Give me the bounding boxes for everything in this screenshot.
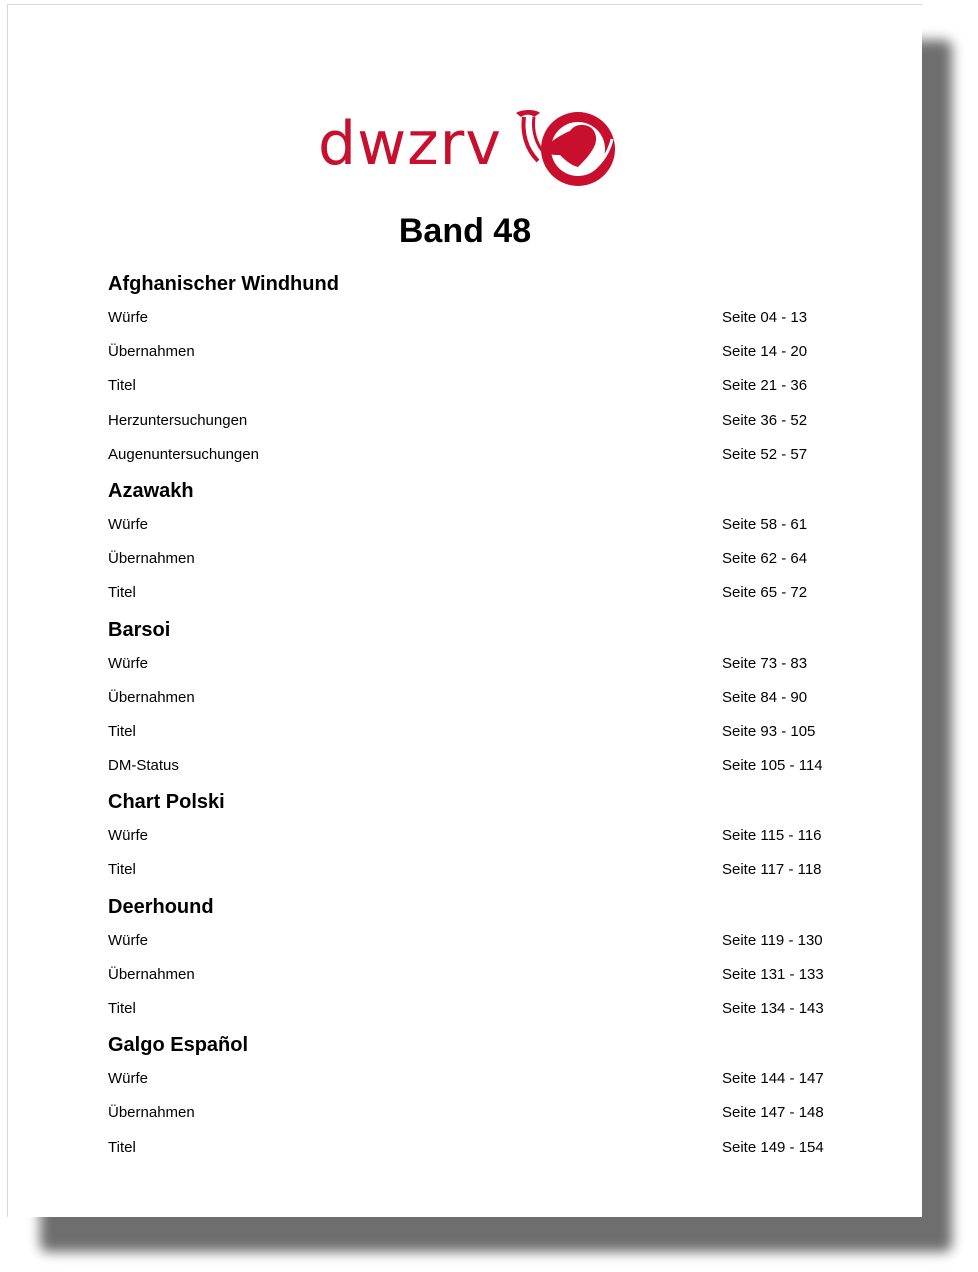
- toc-entry: [108, 369, 828, 403]
- toc-entry-label: Würfe: [108, 1070, 149, 1088]
- toc-entry-pages: Seite 134 - 143: [722, 1000, 824, 1017]
- toc-entry-label: DM-Status: [108, 757, 179, 775]
- toc-entry-label: Würfe: [108, 515, 149, 533]
- dwzrv-logo: [314, 103, 624, 193]
- toc-entry-pages: Seite 147 - 148: [722, 1104, 824, 1122]
- toc-entry: [108, 715, 828, 749]
- toc-entry-pages: Seite 58 - 61: [722, 515, 808, 533]
- toc-entry-pages: Seite 65 - 72: [722, 584, 808, 602]
- hunting-horn-greyhound-icon: [512, 105, 624, 191]
- toc-entry-pages: Seite 149 - 154: [722, 1138, 824, 1156]
- toc-entry-pages: Seite 36 - 52: [722, 411, 808, 429]
- toc-entry-pages: Seite 115 - 116: [722, 827, 822, 845]
- toc-entry-pages: Seite 117 - 118: [722, 861, 822, 879]
- toc-entry-label: Augenuntersuchungen: [108, 445, 259, 463]
- toc-entry-label: Würfe: [108, 931, 149, 949]
- section-heading: Chart Polski: [108, 791, 225, 814]
- toc-entry: [108, 438, 828, 472]
- toc-entry-label: Titel: [108, 1138, 136, 1156]
- toc-entry: [108, 576, 828, 610]
- toc-entry-pages: Seite 14 - 20: [722, 343, 808, 361]
- toc-entry-label: Titel: [108, 584, 136, 602]
- toc-entry: [108, 924, 828, 958]
- toc-entry-label: Übernahmen: [108, 550, 195, 568]
- toc-entry-pages: Seite 131 - 133: [722, 965, 824, 983]
- toc-entry: [108, 647, 828, 681]
- toc-entry-label: Titel: [108, 722, 136, 740]
- toc-entry-label: Würfe: [108, 654, 149, 672]
- section-heading: Deerhound: [108, 895, 214, 918]
- toc-entry-pages: Seite 93 - 105: [722, 722, 816, 740]
- toc-entry-pages: Seite 119 - 130: [722, 931, 823, 949]
- toc-entry: [108, 1131, 828, 1165]
- toc-entry-label: Übernahmen: [108, 965, 195, 983]
- section-heading: Barsoi: [108, 618, 171, 641]
- toc-entry: [108, 404, 828, 438]
- toc-entry: [108, 542, 828, 576]
- toc-entry: [108, 508, 828, 542]
- section-heading: Azawakh: [108, 479, 194, 502]
- toc-entry: [108, 681, 828, 715]
- toc-entry: [108, 749, 828, 783]
- toc-entry-label: Würfe: [108, 309, 149, 326]
- toc-entry-pages: Seite 62 - 64: [722, 550, 808, 568]
- toc-entry: [108, 335, 828, 369]
- page-title: Band 48: [398, 212, 532, 250]
- toc-entry: [108, 301, 828, 335]
- section-heading: Galgo Español: [108, 1034, 249, 1057]
- toc-entry-pages: Seite 52 - 57: [722, 445, 808, 463]
- logo-wordmark: dwzrv: [318, 109, 502, 179]
- toc-entry-label: Herzuntersuchungen: [108, 411, 248, 429]
- section-heading: Afghanischer Windhund: [108, 273, 339, 295]
- toc-entry-label: Übernahmen: [108, 343, 195, 361]
- toc-entry: [108, 1062, 828, 1096]
- document-page: [7, 4, 922, 1217]
- toc-entry-pages: Seite 73 - 83: [722, 654, 808, 672]
- toc-entry: [108, 819, 828, 853]
- toc-entry-label: Übernahmen: [108, 1104, 195, 1122]
- toc-entry-label: Würfe: [108, 827, 149, 845]
- toc-entry: [108, 992, 828, 1026]
- toc-entry: [108, 958, 828, 992]
- toc-entry-label: Titel: [108, 377, 136, 395]
- toc-entry-pages: Seite 04 - 13: [722, 309, 808, 326]
- toc-entry-pages: Seite 21 - 36: [722, 377, 808, 395]
- toc-entry-label: Übernahmen: [108, 688, 195, 706]
- toc-entry-label: Titel: [108, 861, 136, 879]
- toc-entry-label: Titel: [108, 1000, 136, 1017]
- toc-entry: [108, 1096, 828, 1130]
- toc-entry-pages: Seite 84 - 90: [722, 688, 808, 706]
- toc-entry: [108, 853, 828, 887]
- toc-entry-pages: Seite 105 - 114: [722, 757, 823, 775]
- table-of-contents: [108, 267, 828, 1165]
- toc-entry-pages: Seite 144 - 147: [722, 1070, 824, 1088]
